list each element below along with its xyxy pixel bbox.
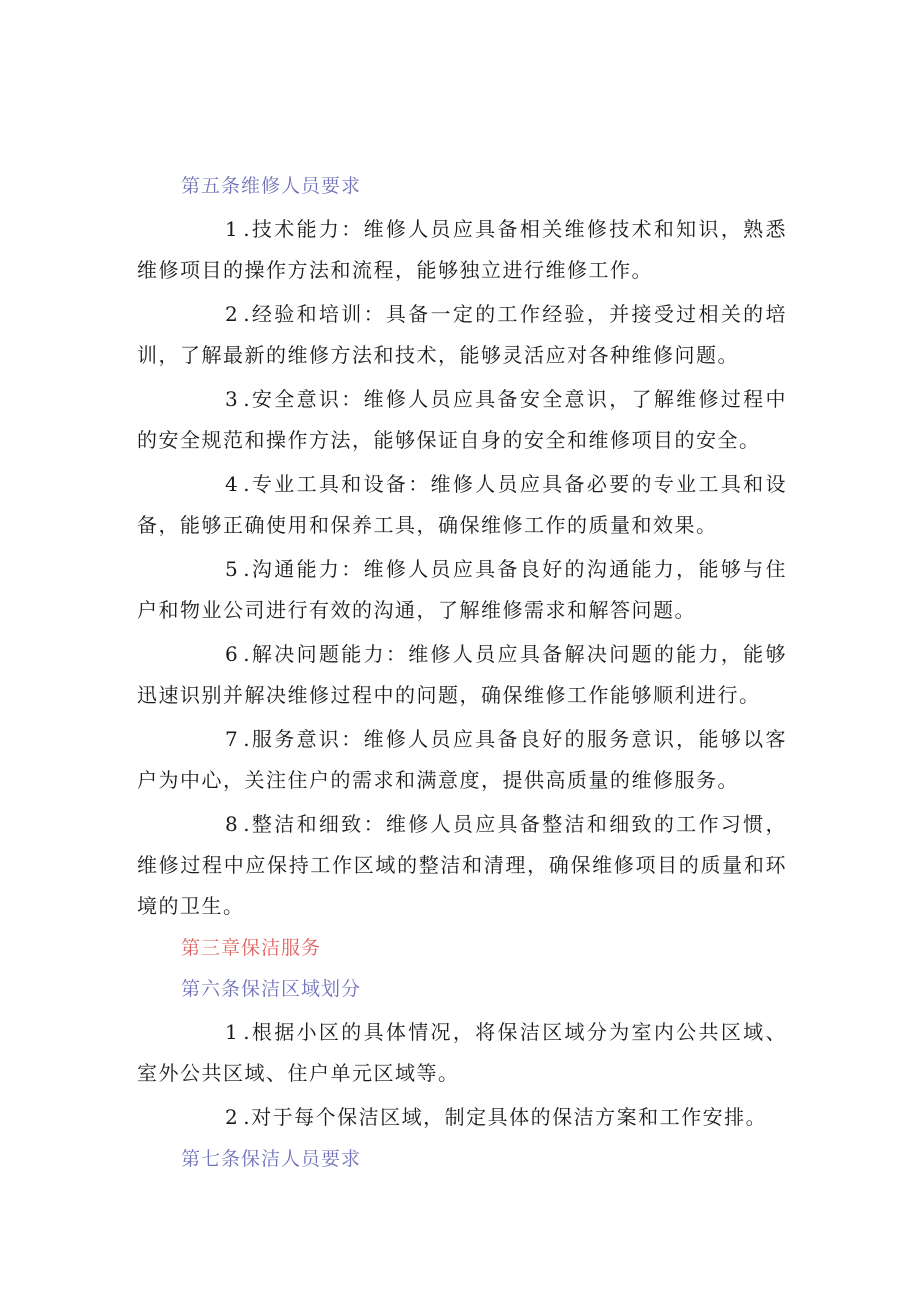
item-number: 1 xyxy=(225,1020,240,1044)
item-text: .专业工具和设备：维修人员应具备必要的专业工具和设备，能够正确使用和保养工具，确保维修工作的质量和效果。 xyxy=(137,472,787,537)
item-text: .安全意识：维修人员应具备安全意识，了解维修过程中的安全规范和操作方法，能够保证自身的安全和维修项目的安全。 xyxy=(137,387,787,452)
article-7-heading: 第七条保洁人员要求 xyxy=(181,1148,362,1170)
item-text: .解决问题能力：维修人员应具备解决问题的能力，能够迅速识别并解决维修过程中的问题，确保维修工作能够顺利进行。 xyxy=(137,642,787,707)
article-5-item-6 xyxy=(137,634,787,716)
article-6-item-2 xyxy=(137,1097,787,1138)
item-number: 2 xyxy=(225,302,240,326)
item-number: 4 xyxy=(225,472,240,496)
item-text: .经验和培训：具备一定的工作经验，并接受过相关的培训，了解最新的维修方法和技术，能够灵活应对各种维修问题。 xyxy=(137,302,787,367)
article-5-item-3 xyxy=(137,379,787,461)
item-text: .根据小区的具体情况，将保洁区域分为室内公共区域、室外公共区域、住户单元区域等。 xyxy=(137,1020,787,1085)
article-6-item-1 xyxy=(137,1012,787,1094)
document-page xyxy=(137,168,787,1182)
item-number: 1 xyxy=(225,217,240,241)
article-5-item-7 xyxy=(137,719,787,801)
article-5-item-4 xyxy=(137,464,787,546)
item-number: 8 xyxy=(225,812,240,836)
article-5-item-8 xyxy=(137,804,787,927)
article-5-item-2 xyxy=(137,294,787,376)
item-text: .整洁和细致：维修人员应具备整洁和细致的工作习惯，维修过程中应保持工作区域的整洁和清理，确保维修项目的质量和环境的卫生。 xyxy=(137,812,787,918)
item-number: 2 xyxy=(225,1105,240,1129)
article-6-heading: 第六条保洁区域划分 xyxy=(181,978,362,1000)
chapter-3-heading: 第三章保洁服务 xyxy=(181,937,322,959)
article-5-heading: 第五条维修人员要求 xyxy=(181,175,362,197)
item-number: 7 xyxy=(225,727,240,751)
item-text: .对于每个保洁区域，制定具体的保洁方案和工作安排。 xyxy=(243,1105,768,1129)
item-text: .沟通能力：维修人员应具备良好的沟通能力，能够与住户和物业公司进行有效的沟通，了解维修需求和解答问题。 xyxy=(137,557,787,622)
item-text: .技术能力：维修人员应具备相关维修技术和知识，熟悉维修项目的操作方法和流程，能够独立进行维修工作。 xyxy=(137,217,787,282)
item-number: 3 xyxy=(225,387,240,411)
item-number: 5 xyxy=(225,557,240,581)
article-5-item-1 xyxy=(137,209,787,291)
item-number: 6 xyxy=(225,642,240,666)
item-text: .服务意识：维修人员应具备良好的服务意识，能够以客户为中心，关注住户的需求和满意度，提供高质量的维修服务。 xyxy=(137,727,787,792)
article-5-item-5 xyxy=(137,549,787,631)
